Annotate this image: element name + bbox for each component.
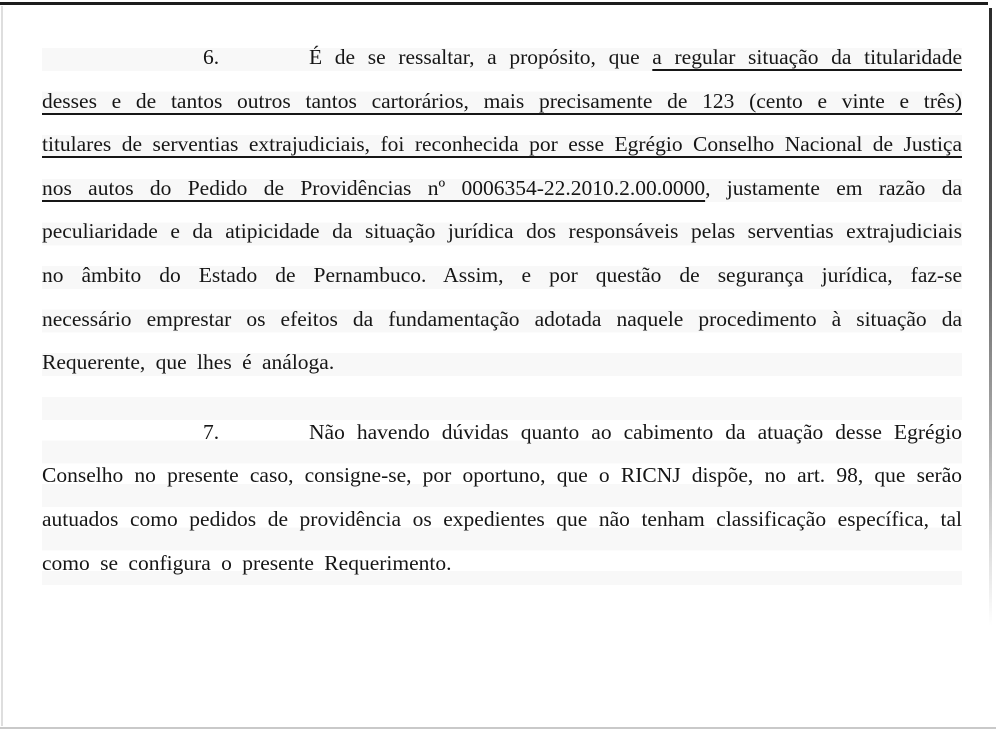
paragraph-6 (42, 36, 962, 385)
scan-edge-left (1, 6, 3, 726)
scan-edge-top (0, 2, 988, 5)
paragraph-7-text-segment: Não havendo dúvidas quanto ao cabimento da atuação desse Egrégio Conselho no presente caso, consigne-se, por oportuno, que o RICNJ dispõe, no art. 98, que serão autuados como pedidos de providência os expedientes que não tenham classificação específica, tal como se configura o presente Requerimento. (42, 419, 962, 575)
paragraph-6-underlined-segment: a regular situação da titularidade desses e de tantos outros tantos cartorários, mais precisamente de 123 (cento e vinte e três) titulares de serventias extrajudiciais, foi reconhecida por esse Egrégio Conselho Nacional de Justiça nos autos do Pedido de Providências nº 0006354-22.2010.2.00.0000 (42, 45, 962, 200)
paragraph-7-number: 7. (203, 419, 220, 444)
paragraph-6-text-segment: , justamente em razão da peculiaridade e da atipicidade da situação jurídica dos responsáveis pelas serventias extrajudiciais no âmbito do Estado de Pernambuco. Assim, e por questão de segurança jurídica, faz-se necessário emprestar os efeitos da fundamentação adotada naquele procedimento à situação da Requerente, que lhes é análoga. (42, 175, 962, 375)
paragraph-6-text-segment: É de se ressaltar, a propósito, que (309, 45, 653, 69)
document-text-block (42, 36, 962, 585)
paragraph-6-number: 6. (203, 45, 220, 69)
scan-edge-right (989, 8, 992, 658)
scan-edge-bottom (0, 727, 996, 729)
paragraph-7 (42, 411, 962, 585)
